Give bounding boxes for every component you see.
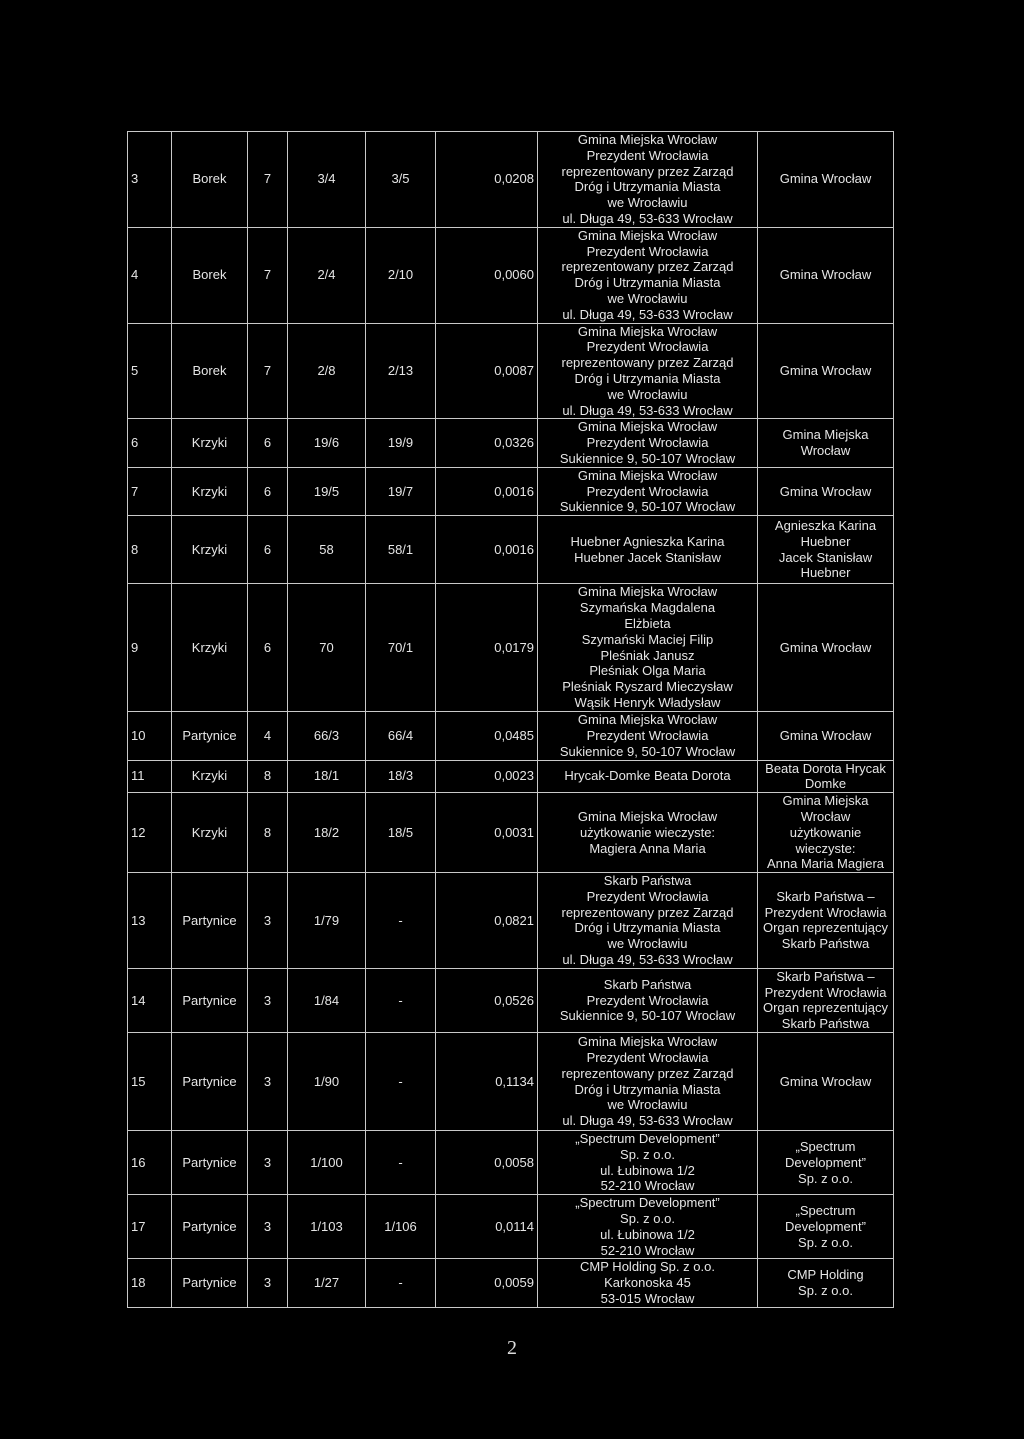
precinct-name: Borek xyxy=(172,227,248,323)
owner-line: Elżbieta xyxy=(624,616,671,632)
table-row xyxy=(128,968,894,1032)
user-line: Gmina Wrocław xyxy=(779,267,872,283)
precinct-name: Krzyki xyxy=(172,516,248,584)
owner-line: Sukiennice 9, 50-107 Wrocław xyxy=(559,743,736,759)
owner-line: we Wrocławiu xyxy=(607,386,688,402)
owner-line: Wąsik Henryk Władysław xyxy=(574,695,721,711)
parcel-after: - xyxy=(366,1259,436,1307)
user-line: Prezydent Wrocławia xyxy=(764,904,887,920)
precinct-name: Partynice xyxy=(172,873,248,969)
user-line: Gmina Wrocław xyxy=(779,1073,872,1089)
parcel-before: 18/2 xyxy=(288,793,366,873)
owner-cell xyxy=(538,760,758,793)
parcel-before: 1/79 xyxy=(288,873,366,969)
parcel-area-ha: 0,0059 xyxy=(436,1259,538,1307)
user-line: Huebner xyxy=(800,565,851,581)
owner-line: ul. Łubinowa 1/2 xyxy=(600,1162,695,1178)
row-number: 8 xyxy=(128,516,172,584)
parcel-after: - xyxy=(366,873,436,969)
owner-cell xyxy=(538,419,758,467)
owner-line: Dróg i Utrzymania Miasta xyxy=(574,920,721,936)
precinct-name: Partynice xyxy=(172,1259,248,1307)
owner-cell xyxy=(538,584,758,712)
user-cell xyxy=(758,1131,894,1195)
parcel-after: 58/1 xyxy=(366,516,436,584)
row-number: 9 xyxy=(128,584,172,712)
parcel-before: 1/100 xyxy=(288,1131,366,1195)
owner-line: Dróg i Utrzymania Miasta xyxy=(574,1081,721,1097)
parcel-after: 2/10 xyxy=(366,227,436,323)
owner-line: reprezentowany przez Zarząd xyxy=(561,1065,734,1081)
table-row xyxy=(128,793,894,873)
table-row xyxy=(128,584,894,712)
user-line: Wrocław xyxy=(800,808,851,824)
user-line: Sp. z o.o. xyxy=(798,1283,853,1299)
parcel-area-ha: 0,0058 xyxy=(436,1131,538,1195)
parcel-before: 2/4 xyxy=(288,227,366,323)
page-number: 2 xyxy=(507,1337,517,1359)
owner-line: Sukiennice 9, 50-107 Wrocław xyxy=(559,450,736,466)
parcel-area-ha: 0,0016 xyxy=(436,467,538,515)
user-line: Domke xyxy=(804,776,847,792)
user-cell xyxy=(758,419,894,467)
parcel-area-ha: 0,0821 xyxy=(436,873,538,969)
user-cell xyxy=(758,968,894,1032)
parcel-after: 19/7 xyxy=(366,467,436,515)
owner-line: Sp. z o.o. xyxy=(620,1146,675,1162)
owner-line: Prezydent Wrocławia xyxy=(586,147,709,163)
user-line: Skarb Państwa xyxy=(781,936,870,952)
owner-line: Huebner Agnieszka Karina xyxy=(570,533,725,549)
parcel-area-ha: 0,0031 xyxy=(436,793,538,873)
table-row xyxy=(128,1033,894,1131)
map-sheet-number: 3 xyxy=(248,873,288,969)
map-sheet-number: 8 xyxy=(248,793,288,873)
map-sheet-number: 8 xyxy=(248,760,288,793)
user-cell xyxy=(758,760,894,793)
user-line: Gmina Wrocław xyxy=(779,483,872,499)
parcel-after: 18/5 xyxy=(366,793,436,873)
parcel-after: 2/13 xyxy=(366,323,436,419)
owner-cell xyxy=(538,1033,758,1131)
map-sheet-number: 4 xyxy=(248,712,288,760)
map-sheet-number: 6 xyxy=(248,467,288,515)
user-cell xyxy=(758,873,894,969)
precinct-name: Borek xyxy=(172,323,248,419)
parcel-after: - xyxy=(366,1131,436,1195)
user-line: Gmina Miejska xyxy=(782,793,869,809)
owner-line: 53-015 Wrocław xyxy=(600,1291,695,1307)
owner-line: Gmina Miejska Wrocław xyxy=(577,323,718,339)
parcel-after: 66/4 xyxy=(366,712,436,760)
owner-cell xyxy=(538,873,758,969)
user-cell xyxy=(758,1259,894,1307)
user-line: Huebner xyxy=(800,533,851,549)
user-cell xyxy=(758,1195,894,1259)
parcel-before: 58 xyxy=(288,516,366,584)
precinct-name: Krzyki xyxy=(172,467,248,515)
user-line: Beata Dorota Hrycak xyxy=(765,760,886,776)
owner-line: Pleśniak Janusz xyxy=(600,647,695,663)
user-line: „Spectrum xyxy=(795,1203,856,1219)
table-row xyxy=(128,227,894,323)
row-number: 10 xyxy=(128,712,172,760)
precinct-name: Partynice xyxy=(172,1131,248,1195)
parcel-before: 70 xyxy=(288,584,366,712)
owner-cell xyxy=(538,793,758,873)
parcel-after: - xyxy=(366,1033,436,1131)
user-line: Agnieszka Karina xyxy=(774,518,877,534)
row-number: 3 xyxy=(128,132,172,228)
owner-cell xyxy=(538,1131,758,1195)
parcel-before: 2/8 xyxy=(288,323,366,419)
owner-line: Hrycak-Domke Beata Dorota xyxy=(564,768,731,784)
parcel-before: 1/103 xyxy=(288,1195,366,1259)
row-number: 13 xyxy=(128,873,172,969)
table-row xyxy=(128,760,894,793)
parcel-after: 70/1 xyxy=(366,584,436,712)
owner-line: Prezydent Wrocławia xyxy=(586,1049,709,1065)
map-sheet-number: 3 xyxy=(248,1033,288,1131)
table-row xyxy=(128,873,894,969)
owner-line: reprezentowany przez Zarząd xyxy=(561,355,734,371)
owner-line: Gmina Miejska Wrocław xyxy=(577,419,718,435)
table-row xyxy=(128,132,894,228)
user-line: Gmina Wrocław xyxy=(779,727,872,743)
owner-line: Magiera Anna Maria xyxy=(589,840,706,856)
owner-cell xyxy=(538,1259,758,1307)
user-cell xyxy=(758,467,894,515)
owner-line: reprezentowany przez Zarząd xyxy=(561,259,734,275)
table-row xyxy=(128,419,894,467)
precinct-name: Krzyki xyxy=(172,793,248,873)
user-line: Sp. z o.o. xyxy=(798,1170,853,1186)
parcel-before: 1/90 xyxy=(288,1033,366,1131)
parcel-area-ha: 0,0179 xyxy=(436,584,538,712)
parcel-before: 3/4 xyxy=(288,132,366,228)
map-sheet-number: 6 xyxy=(248,516,288,584)
map-sheet-number: 3 xyxy=(248,1195,288,1259)
parcel-area-ha: 0,0526 xyxy=(436,968,538,1032)
user-cell xyxy=(758,793,894,873)
owner-line: Dróg i Utrzymania Miasta xyxy=(574,370,721,386)
user-line: Development” xyxy=(785,1154,866,1170)
parcel-before: 19/5 xyxy=(288,467,366,515)
owner-line: Prezydent Wrocławia xyxy=(586,727,709,743)
owner-line: Gmina Miejska Wrocław xyxy=(577,132,718,147)
row-number: 6 xyxy=(128,419,172,467)
precinct-name: Partynice xyxy=(172,968,248,1032)
user-line: „Spectrum xyxy=(795,1138,856,1154)
owner-cell xyxy=(538,323,758,419)
row-number: 11 xyxy=(128,760,172,793)
owner-cell xyxy=(538,516,758,584)
user-line: Gmina Wrocław xyxy=(779,639,872,655)
owner-line: 52-210 Wrocław xyxy=(600,1242,695,1258)
owner-line: reprezentowany przez Zarząd xyxy=(561,163,734,179)
table-row xyxy=(128,1195,894,1259)
parcel-area-ha: 0,0023 xyxy=(436,760,538,793)
parcel-area-ha: 0,0326 xyxy=(436,419,538,467)
user-cell xyxy=(758,584,894,712)
parcel-area-ha: 0,0114 xyxy=(436,1195,538,1259)
owner-line: Sukiennice 9, 50-107 Wrocław xyxy=(559,499,736,515)
user-line: Wrocław xyxy=(800,443,851,459)
user-cell xyxy=(758,1033,894,1131)
map-sheet-number: 6 xyxy=(248,584,288,712)
owner-cell xyxy=(538,1195,758,1259)
user-cell xyxy=(758,712,894,760)
owner-line: Pleśniak Ryszard Mieczysław xyxy=(562,679,733,695)
row-number: 14 xyxy=(128,968,172,1032)
table-row xyxy=(128,1259,894,1307)
owner-line: „Spectrum Development” xyxy=(575,1131,720,1147)
row-number: 7 xyxy=(128,467,172,515)
user-line: Skarb Państwa – xyxy=(776,888,875,904)
owner-line: Sp. z o.o. xyxy=(620,1211,675,1227)
owner-line: użytkowanie wieczyste: xyxy=(579,824,716,840)
owner-line: ul. Długa 49, 53-633 Wrocław xyxy=(562,210,733,226)
table-row xyxy=(128,1131,894,1195)
parcel-area-ha: 0,0208 xyxy=(436,132,538,228)
map-sheet-number: 7 xyxy=(248,132,288,228)
map-sheet-number: 7 xyxy=(248,323,288,419)
precinct-name: Krzyki xyxy=(172,584,248,712)
owner-line: 52-210 Wrocław xyxy=(600,1178,695,1194)
owner-line: Gmina Miejska Wrocław xyxy=(577,712,718,728)
user-cell xyxy=(758,132,894,228)
map-sheet-number: 6 xyxy=(248,419,288,467)
parcel-before: 19/6 xyxy=(288,419,366,467)
user-cell xyxy=(758,323,894,419)
owner-line: Szymański Maciej Filip xyxy=(581,631,714,647)
owner-line: Prezydent Wrocławia xyxy=(586,888,709,904)
row-number: 17 xyxy=(128,1195,172,1259)
user-line: Organ reprezentujący xyxy=(762,920,888,936)
table-row xyxy=(128,323,894,419)
owner-cell xyxy=(538,968,758,1032)
owner-line: Sukiennice 9, 50-107 Wrocław xyxy=(559,1008,736,1024)
owner-line: ul. Łubinowa 1/2 xyxy=(600,1226,695,1242)
owner-line: ul. Długa 49, 53-633 Wrocław xyxy=(562,1113,733,1129)
user-line: użytkowanie xyxy=(789,824,862,840)
owner-line: Gmina Miejska Wrocław xyxy=(577,227,718,243)
precinct-name: Partynice xyxy=(172,1195,248,1259)
parcel-before: 1/84 xyxy=(288,968,366,1032)
owner-line: we Wrocławiu xyxy=(607,290,688,306)
owner-line: ul. Długa 49, 53-633 Wrocław xyxy=(562,306,733,322)
owner-line: „Spectrum Development” xyxy=(575,1195,720,1211)
owner-line: Prezydent Wrocławia xyxy=(586,992,709,1008)
owner-line: Gmina Miejska Wrocław xyxy=(577,808,718,824)
user-line: Gmina Miejska xyxy=(782,427,869,443)
owner-line: Szymańska Magdalena xyxy=(579,600,716,616)
owner-line: we Wrocławiu xyxy=(607,195,688,211)
owner-line: reprezentowany przez Zarząd xyxy=(561,904,734,920)
owner-line: Gmina Miejska Wrocław xyxy=(577,584,718,600)
owner-line: Prezydent Wrocławia xyxy=(586,483,709,499)
owner-line: Dróg i Utrzymania Miasta xyxy=(574,179,721,195)
owner-line: Prezydent Wrocławia xyxy=(586,435,709,451)
owner-line: Gmina Miejska Wrocław xyxy=(577,467,718,483)
user-line: Organ reprezentujący xyxy=(762,1000,888,1016)
map-sheet-number: 3 xyxy=(248,1259,288,1307)
owner-line: we Wrocławiu xyxy=(607,1097,688,1113)
owner-line: Skarb Państwa xyxy=(603,976,692,992)
table-row xyxy=(128,712,894,760)
precinct-name: Krzyki xyxy=(172,419,248,467)
parcel-before: 18/1 xyxy=(288,760,366,793)
parcel-table-wrapper xyxy=(127,131,893,1308)
table-row xyxy=(128,467,894,515)
user-cell xyxy=(758,516,894,584)
parcel-after: - xyxy=(366,968,436,1032)
owner-line: Karkonoska 45 xyxy=(604,1275,691,1291)
parcel-after: 3/5 xyxy=(366,132,436,228)
row-number: 15 xyxy=(128,1033,172,1131)
row-number: 4 xyxy=(128,227,172,323)
owner-line: we Wrocławiu xyxy=(607,936,688,952)
parcel-before: 1/27 xyxy=(288,1259,366,1307)
parcel-after: 18/3 xyxy=(366,760,436,793)
row-number: 16 xyxy=(128,1131,172,1195)
parcel-area-ha: 0,0060 xyxy=(436,227,538,323)
owner-line: Huebner Jacek Stanisław xyxy=(574,549,721,565)
parcel-area-ha: 0,0087 xyxy=(436,323,538,419)
user-line: Skarb Państwa xyxy=(781,1016,870,1032)
precinct-name: Borek xyxy=(172,132,248,228)
owner-line: CMP Holding Sp. z o.o. xyxy=(580,1259,715,1275)
owner-cell xyxy=(538,132,758,228)
owner-cell xyxy=(538,712,758,760)
parcel-after: 1/106 xyxy=(366,1195,436,1259)
owner-line: Pleśniak Olga Maria xyxy=(589,663,706,679)
row-number: 5 xyxy=(128,323,172,419)
parcel-area-ha: 0,1134 xyxy=(436,1033,538,1131)
owner-line: Prezydent Wrocławia xyxy=(586,243,709,259)
parcel-table xyxy=(127,131,894,1308)
row-number: 18 xyxy=(128,1259,172,1307)
user-line: Development” xyxy=(785,1218,866,1234)
user-line: Prezydent Wrocławia xyxy=(764,984,887,1000)
map-sheet-number: 3 xyxy=(248,1131,288,1195)
precinct-name: Krzyki xyxy=(172,760,248,793)
owner-line: Prezydent Wrocławia xyxy=(586,339,709,355)
owner-line: ul. Długa 49, 53-633 Wrocław xyxy=(562,402,733,418)
parcel-area-ha: 0,0016 xyxy=(436,516,538,584)
row-number: 12 xyxy=(128,793,172,873)
user-line: CMP Holding xyxy=(787,1267,864,1283)
owner-cell xyxy=(538,467,758,515)
precinct-name: Partynice xyxy=(172,712,248,760)
user-line: Sp. z o.o. xyxy=(798,1234,853,1250)
owner-line: Dróg i Utrzymania Miasta xyxy=(574,275,721,291)
table-row xyxy=(128,516,894,584)
precinct-name: Partynice xyxy=(172,1033,248,1131)
owner-line: Skarb Państwa xyxy=(603,873,692,889)
user-line: Gmina Wrocław xyxy=(779,363,872,379)
user-line: Skarb Państwa – xyxy=(776,968,875,984)
user-line: wieczyste: xyxy=(795,840,856,856)
parcel-before: 66/3 xyxy=(288,712,366,760)
map-sheet-number: 3 xyxy=(248,968,288,1032)
user-line: Anna Maria Magiera xyxy=(766,856,885,872)
parcel-after: 19/9 xyxy=(366,419,436,467)
user-cell xyxy=(758,227,894,323)
owner-line: ul. Długa 49, 53-633 Wrocław xyxy=(562,952,733,968)
map-sheet-number: 7 xyxy=(248,227,288,323)
user-line: Gmina Wrocław xyxy=(779,171,872,187)
owner-cell xyxy=(538,227,758,323)
user-line: Jacek Stanisław xyxy=(778,549,873,565)
parcel-table-body xyxy=(128,132,894,1308)
parcel-area-ha: 0,0485 xyxy=(436,712,538,760)
owner-line: Gmina Miejska Wrocław xyxy=(577,1034,718,1050)
